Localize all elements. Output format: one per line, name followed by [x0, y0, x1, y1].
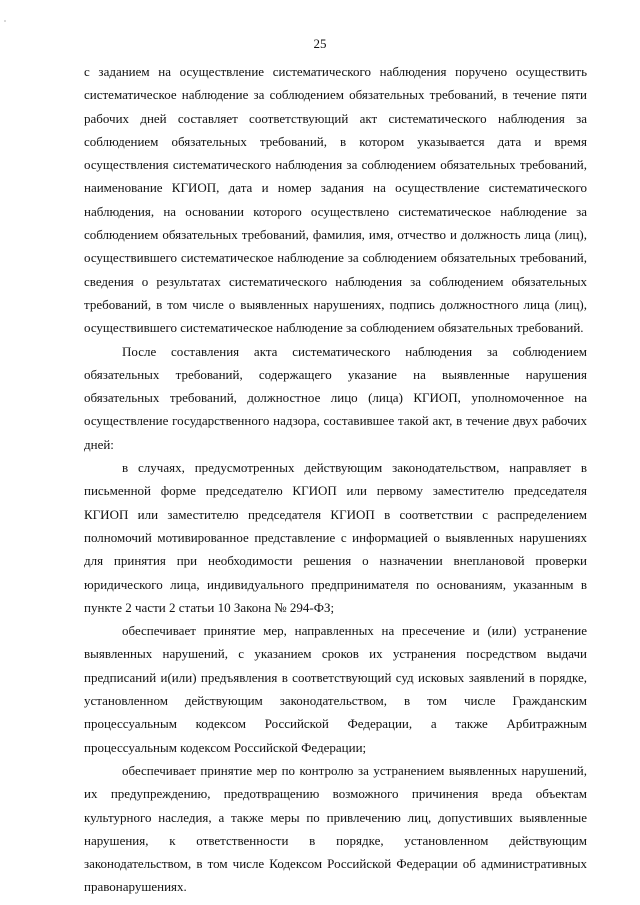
paragraph-representation: в случаях, предусмотренных действующим законодательством, направляет в письменной форме председателю КГИОП или первому заместителю председателя КГИОП или заместителю председателя КГИОП в соответствии с распределением полномочий мотивированное представление с информацией о выявленных нарушениях для принятия при необходимости решения о назначении внеплановой проверки юридического лица, индивидуального предпринимателя по основаниям, указанным в пункте 2 части 2 статьи 10 Закона № 294-ФЗ;: [84, 460, 587, 615]
paragraph-measures: обеспечивает принятие мер, направленных на пресечение и (или) устранение выявленных нарушений, с указанием сроков их устранения посредством выдачи предписаний и(или) предъявления в соответствующий суд исковых заявлений в порядке, установленном действующим законодательством, в том числе Гражданским процессуальным кодексом Российской Федерации, а также Арбитражным процессуальным кодексом Российской Федерации;: [84, 623, 587, 755]
paragraph-continuation: с заданием на осуществление систематического наблюдения поручено осуществить систематическое наблюдение за соблюдением обязательных требований, в течение пяти рабочих дней составляет соответствующий акт систематического наблюдения за соблюдением обязательных требований, в котором указывается дата и время осуществления систематического наблюдения за соблюдением обязательных требований, наименование КГИОП, дата и номер задания на осуществление систематического наблюдения, на основании которого осуществлено систематическое наблюдение за соблюдением обязательных требований, фамилия, имя, отчество и должность лица (лиц), осуществившего систематическое наблюдение за соблюдением обязательных требований, сведения о результатах систематического наблюдения за соблюдением обязательных требований, в том числе о выявленных нарушениях, подпись должностного лица (лиц), осуществившего систематическое наблюдение за соблюдением обязательных требований.: [84, 64, 587, 336]
paragraph-after-act: После составления акта систематического наблюдения за соблюдением обязательных требований, содержащего указание на выявленные нарушения обязательных требований, должностное лицо (лица) КГИОП, уполномоченное на осуществление государственного надзора, составившее такой акт, в течение двух рабочих дней:: [84, 343, 587, 452]
scan-artifact: [4, 20, 6, 22]
document-body: [84, 60, 587, 899]
page-number: 25: [313, 36, 327, 51]
paragraph-control: обеспечивает принятие мер по контролю за устранением выявленных нарушений, их предупреждению, предотвращению возможного причинения вреда объектам культурного наследия, а также меры по привлечению лиц, допустивших выявленные нарушения, к ответственности в порядке, установленном действующим законодательством, в том числе Кодексом Российской Федерации об административных правонарушениях.: [84, 762, 587, 895]
